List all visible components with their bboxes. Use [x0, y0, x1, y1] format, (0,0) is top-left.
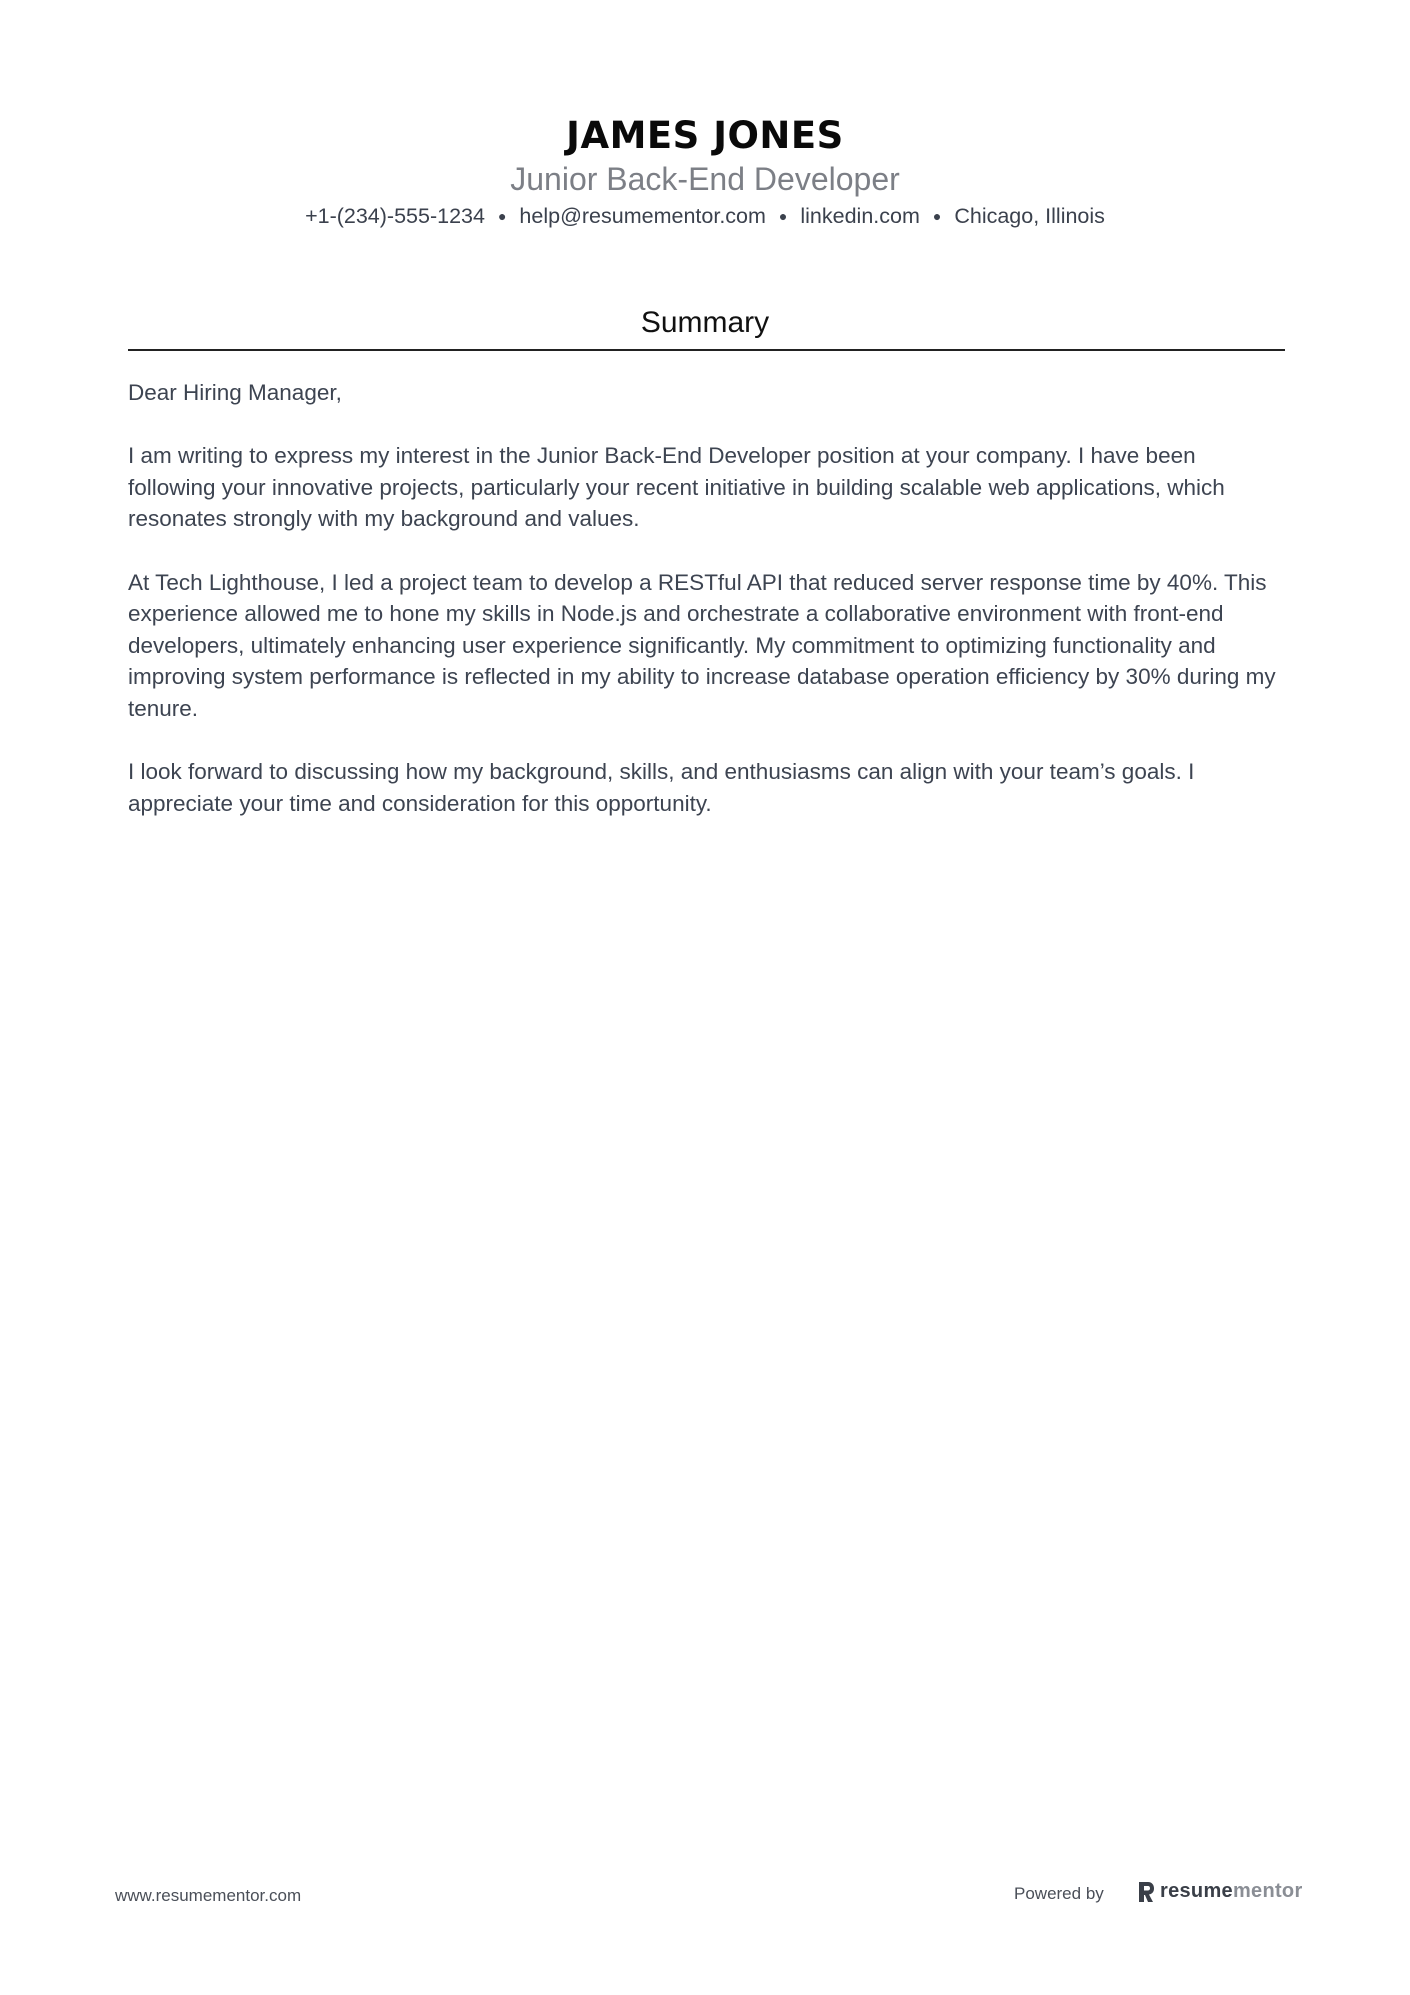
section-divider [128, 349, 1285, 351]
header [0, 112, 1410, 230]
letter-body [128, 377, 1288, 851]
bullet-separator-icon: ● [932, 208, 942, 224]
letter-paragraph: I look forward to discussing how my background, skills, and enthusiasms can align with your team’s goals. I appreciate your time and consideration for this opportunity. [128, 759, 1195, 816]
letter-paragraph: At Tech Lighthouse, I led a project team to develop a RESTful API that reduced server response time by 40%. This experience allowed me to hone my skills in Node.js and orchestrate a collaborative environment with front-end developers, ultimately enhancing user experience significantly. My commitment to optimizing functionality and improving system performance is reflected in my ability to increase database operation efficiency by 30% during my tenure. [128, 569, 1276, 721]
bullet-separator-icon: ● [497, 208, 507, 224]
contact-linkedin: linkedin.com [800, 204, 920, 228]
logo-wordmark-bold: resume [1160, 1880, 1233, 1902]
footer-url: www.resumementor.com [115, 1886, 302, 1905]
resumementor-logo [1137, 1880, 1303, 1903]
resumementor-logo-icon [1137, 1881, 1155, 1903]
contact-line [0, 202, 1410, 230]
contact-email: help@resumementor.com [519, 204, 766, 228]
job-title: Junior Back-End Developer [510, 161, 900, 197]
contact-location: Chicago, Illinois [954, 204, 1105, 228]
logo-wordmark [1160, 1880, 1303, 1903]
letter-greeting: Dear Hiring Manager, [128, 380, 342, 405]
candidate-name: JAMES JONES [566, 114, 844, 157]
letter-paragraph: I am writing to express my interest in the Junior Back-End Developer position at your company. I have been following your innovative projects, particularly your recent initiative in building scalable web applications, which resonates strongly with my background and values. [128, 443, 1225, 532]
section-title: Summary [640, 306, 770, 339]
contact-phone: +1-(234)-555-1234 [305, 204, 485, 228]
powered-by-label: Powered by [1014, 1884, 1104, 1903]
logo-wordmark-light: mentor [1232, 1880, 1303, 1902]
bullet-separator-icon: ● [778, 208, 788, 224]
